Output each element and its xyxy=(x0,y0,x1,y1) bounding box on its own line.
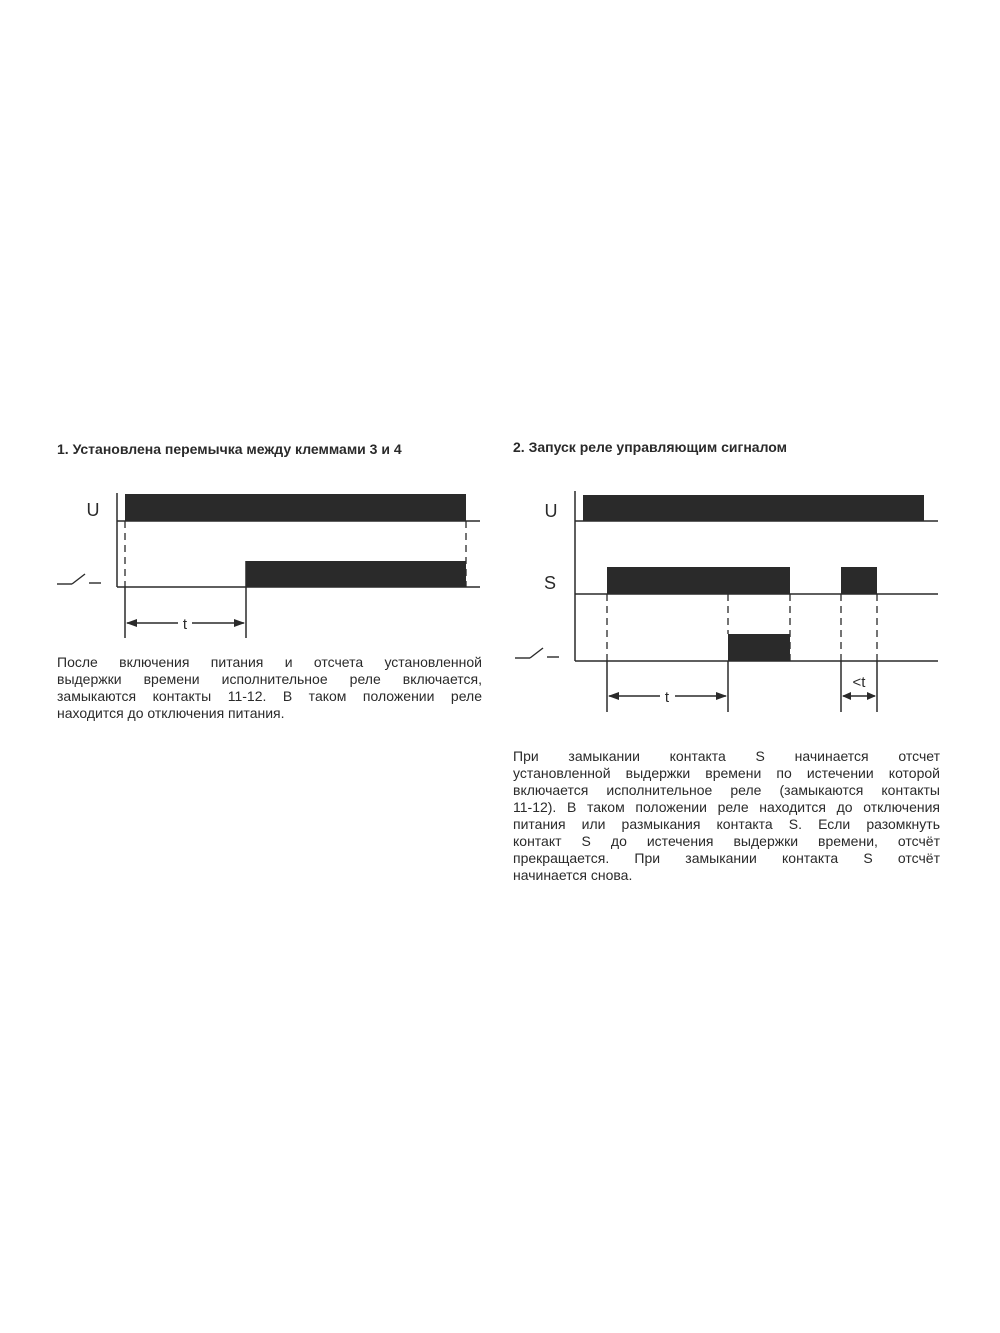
diagram2-description-line: При замыкании контакта S начинается отсчет xyxy=(513,748,940,764)
diagram2-description-line: установленной выдержки времени по истечении которой xyxy=(513,765,940,781)
diagram2-u-pulse xyxy=(583,495,924,521)
diagram2-lt-label: <t xyxy=(852,674,866,691)
diagram2-s-label: S xyxy=(543,573,557,593)
diagram2-s-pulse-1 xyxy=(607,567,790,594)
diagram2-title: 2. Запуск реле управляющим сигналом xyxy=(513,439,788,455)
diagram1-description xyxy=(57,654,482,722)
diagram2-description-line: контакт S до истечения выдержки времени, отсчёт xyxy=(513,833,940,849)
diagram2-t-label: t xyxy=(664,689,670,706)
diagram2-description xyxy=(513,748,940,884)
diagram1-arrowhead-left xyxy=(126,619,137,627)
diagram2-u-label: U xyxy=(544,501,558,521)
diagram1-relay-pulse xyxy=(246,561,466,587)
diagram1-u-label: U xyxy=(86,500,100,520)
diagram2-lt-arrowhead-left xyxy=(842,692,851,700)
diagram2-description-line: 11-12). В таком положении реле находится до отключения xyxy=(513,799,940,815)
diagram1-description-line: находится до отключения питания. xyxy=(57,705,285,721)
diagram2-relay-pulse xyxy=(728,634,790,661)
diagram1-title: 1. Установлена перемычка между клеммами 3 и 4 xyxy=(57,441,402,457)
diagram1-graphic xyxy=(57,493,480,638)
diagram2-arrowhead-right xyxy=(716,692,727,700)
diagram2-description-line: включается исполнительное реле (замыкаются контакты xyxy=(513,782,940,798)
diagram1-description-line: выдержки времени исполнительное реле включается, xyxy=(57,671,482,687)
diagram1-description-line: замыкаются контакты 11-12. В таком положении реле xyxy=(57,688,482,704)
diagram2-description-line: начинается снова. xyxy=(513,867,633,883)
diagram1-t-label: t xyxy=(182,616,188,633)
contact-switch-icon xyxy=(57,574,101,584)
diagram1-arrowhead-right xyxy=(234,619,245,627)
diagram2-lt-arrowhead-right xyxy=(867,692,876,700)
diagram2-description-line: прекращается. При замыкании контакта S отсчёт xyxy=(513,850,940,866)
diagram2-graphic xyxy=(515,491,938,712)
diagram2-arrowhead-left xyxy=(608,692,619,700)
diagram1-description-line: После включения питания и отсчета установленной xyxy=(57,654,482,670)
diagram2-s-pulse-2 xyxy=(841,567,877,594)
diagram2-description-line: питания или размыкания контакта S. Если разомкнуть xyxy=(513,816,940,832)
contact-switch-icon xyxy=(515,648,559,658)
diagram1-u-pulse xyxy=(125,494,466,521)
